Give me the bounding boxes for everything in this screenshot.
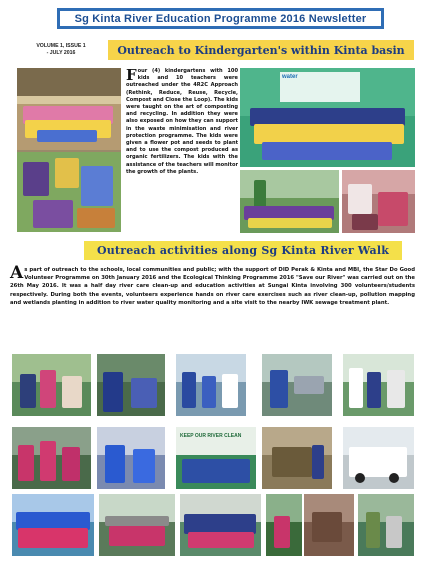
kindergarten-group-photo <box>17 68 121 150</box>
kids-planting-photo <box>17 152 121 232</box>
section2-heading: Outreach activities along Sg Kinta River Walk <box>96 244 390 257</box>
kids-class-photo <box>342 170 415 233</box>
kindergarten-banner-photo <box>240 68 415 167</box>
river-walk-photo-1 <box>12 354 91 416</box>
river-walk-van-photo <box>343 427 414 489</box>
section1-article <box>126 68 238 176</box>
section1-heading: Outreach to Kindergarten's within Kinta basin <box>117 43 405 57</box>
section1-body: our (4) kindergartens with 100 kids and 10 teachers were outreached under the 4R2C Approach (Rethink, Reduce, Reuse, Recycle, Compost and Close the Loop). The kids were taught on the art of composting and recycling. In addition they were also exposed on how they can support in the waste minimisation and river protection programme. The kids were given a flower pot and seeds to plant and to use the compost produced as organic fertilizers. The kids with the assistance of the teachers will monitor the growth of the plants. <box>126 68 239 175</box>
river-walk-photo-7 <box>97 427 165 489</box>
river-walk-photo-6 <box>12 427 91 489</box>
newsletter-masthead <box>57 8 384 29</box>
river-walk-banner-photo <box>176 427 256 489</box>
kindergarten-photo-collage <box>17 68 121 232</box>
river-walk-photo-2 <box>97 354 165 416</box>
keep-river-clean-banner: KEEP OUR RIVER CLEAN <box>180 433 242 439</box>
river-walk-photo-4 <box>262 354 332 416</box>
kids-outdoor-photo <box>240 170 339 233</box>
river-walk-photo-9 <box>262 427 332 489</box>
banner-water-text: water <box>282 74 298 80</box>
section2-heading-band <box>84 241 402 260</box>
river-walk-photo-14 <box>266 494 302 556</box>
section1-dropcap: F <box>126 66 137 84</box>
river-walk-photo-12 <box>99 494 175 556</box>
issue-volume: VOLUME 1, ISSUE 1 <box>36 43 86 49</box>
section2-body: s part of outreach to the schools, local communities and public; with the support of DID Perak & Kinta and MBI, the Star Do Good Volunteer Programme on 30th January 2016 and the Ecological Thinking Programme 2016 "Save our River" was carried out on the 26th May 2016. It was a half day river care clean-up and education activities at Sungai Kinta involving 300 volunteers/students respectively. During both the events, volunteers experience hands on river care exercises such as river clean-up, pollution mapping and wetlands planting in addition to river water quality monitoring and a site visit to the nearby IWK sewage treatment plant. <box>10 267 415 306</box>
section1-heading-band <box>108 40 414 60</box>
river-walk-photo-5 <box>343 354 414 416</box>
newsletter-title: Sg Kinta River Education Programme 2016 Newsletter <box>74 12 367 25</box>
section2-article <box>10 263 415 307</box>
river-walk-photo-15 <box>304 494 354 556</box>
issue-info <box>26 43 96 57</box>
river-walk-photo-13 <box>180 494 261 556</box>
river-walk-photo-16 <box>358 494 414 556</box>
river-walk-photo-11 <box>12 494 94 556</box>
section2-dropcap: A <box>10 263 24 283</box>
issue-date: - JULY 2016 <box>46 50 76 56</box>
river-walk-photo-3 <box>176 354 246 416</box>
